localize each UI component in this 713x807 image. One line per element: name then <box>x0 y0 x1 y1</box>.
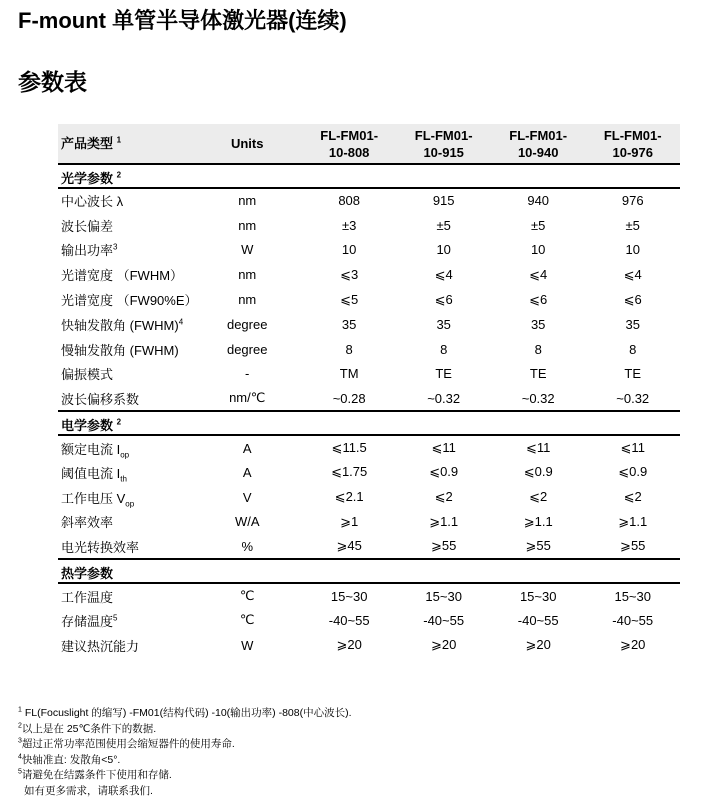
value-cell: 10 <box>436 242 451 258</box>
table-row <box>58 510 680 535</box>
unit-cell: nm <box>238 217 257 233</box>
header-units: Units <box>230 136 264 151</box>
value-cell: 35 <box>530 316 546 332</box>
page-title: F-mount 单管半导体激光器(连续) <box>18 8 347 33</box>
value-cell: ⩽2.1 <box>334 489 364 505</box>
value-cell: TE <box>529 366 547 382</box>
value-cell: ⩽2 <box>623 489 642 505</box>
value-cell: -40~55 <box>517 612 559 628</box>
section-heading: 热学参数 <box>58 559 680 583</box>
param-cell: 波长偏移系数 <box>61 391 140 407</box>
header-model-2: FL-FM01- 10-915 <box>414 127 473 160</box>
unit-cell: degree <box>226 341 268 357</box>
param-cell: 工作温度 <box>61 589 114 605</box>
table-row <box>58 435 680 460</box>
footnote: $^5$请避免在结露条件下使用和存储. <box>18 768 172 781</box>
param-cell: 电光转换效率 <box>61 539 140 555</box>
value-cell: 15~30 <box>519 588 557 604</box>
value-cell: 15~30 <box>330 588 368 604</box>
value-cell: ⩽0.9 <box>618 464 648 480</box>
value-cell: 8 <box>440 341 448 357</box>
value-cell: 976 <box>621 193 644 209</box>
value-cell: ⩽6 <box>434 291 453 307</box>
value-cell: 35 <box>436 316 451 332</box>
table-row <box>58 238 680 263</box>
unit-cell: nm <box>238 267 257 283</box>
value-cell: ±5 <box>625 217 640 233</box>
table-row <box>58 337 680 362</box>
param-cell: 建议热沉能力 <box>61 638 140 654</box>
value-cell: ⩽11 <box>431 440 456 456</box>
value-cell: 808 <box>338 193 361 209</box>
param-cell: 额定电流 $I_{op}$ <box>61 441 130 460</box>
value-cell: ⩾20 <box>525 637 551 653</box>
param-cell: 工作电压 $V_{op}$ <box>61 490 135 509</box>
table-row <box>58 188 680 213</box>
section-heading: 光学参数 $^2$ <box>58 164 680 188</box>
unit-cell: - <box>245 366 250 382</box>
footnote: $^4$快轴准直: 发散角<5°. <box>18 753 121 766</box>
table-row <box>58 362 680 387</box>
value-cell: ⩾55 <box>620 538 646 554</box>
header-model-1: FL-FM01- 10-808 <box>320 127 379 160</box>
value-cell: TE <box>435 366 452 382</box>
value-cell: ⩾55 <box>525 538 551 554</box>
value-cell: ⩽6 <box>623 291 642 307</box>
value-cell: ⩽6 <box>529 291 548 307</box>
value-cell: -40~55 <box>328 612 370 628</box>
footnote: $^2$以上是在 25℃条件下的数据. <box>18 722 157 735</box>
table-row <box>58 312 680 337</box>
param-cell: 光谱宽度 （FW90%E） <box>61 293 198 309</box>
value-cell: 35 <box>625 316 640 332</box>
unit-cell: W/A <box>234 514 260 530</box>
table-header-row <box>58 124 680 164</box>
param-cell: 偏振模式 <box>61 367 114 383</box>
value-cell: ⩽1.75 <box>331 464 368 480</box>
value-cell: ⩽2 <box>434 489 453 505</box>
unit-cell: degree <box>226 316 268 332</box>
unit-cell: % <box>241 538 253 554</box>
value-cell: 10 <box>530 242 546 258</box>
value-cell: 940 <box>527 193 550 209</box>
param-cell: 慢轴发散角 (FWHM) <box>61 342 179 358</box>
param-cell: 中心波长 λ <box>61 194 124 210</box>
value-cell: ⩾45 <box>336 538 362 554</box>
value-cell: ±5 <box>436 217 451 233</box>
footnotes <box>18 706 352 799</box>
value-cell: ⩾55 <box>431 538 457 554</box>
param-cell: 光谱宽度 （FWHM） <box>61 268 184 284</box>
table-row <box>58 386 680 411</box>
value-cell: -40~55 <box>423 612 465 628</box>
value-cell: 10 <box>625 242 640 258</box>
unit-cell: ℃ <box>239 612 255 628</box>
value-cell: ⩾20 <box>620 637 646 653</box>
table-row <box>58 213 680 238</box>
table-row <box>58 262 680 287</box>
value-cell: TM <box>339 366 359 382</box>
value-cell: TE <box>624 366 642 382</box>
value-cell: ±5 <box>531 217 546 233</box>
unit-cell: ℃ <box>239 588 255 604</box>
param-cell: 输出功率$^3$ <box>61 243 118 259</box>
unit-cell: nm/℃ <box>229 390 266 406</box>
table-row <box>58 485 680 510</box>
section-header-row <box>58 559 680 583</box>
value-cell: ~0.32 <box>521 390 555 406</box>
value-cell: 8 <box>534 341 542 357</box>
value-cell: ~0.28 <box>332 390 366 406</box>
header-model-3: FL-FM01- 10-940 <box>509 127 568 160</box>
contact-note: 如有更多需求，请联系我们. <box>24 784 153 797</box>
table-row <box>58 633 680 658</box>
header-param: 产品类型 $^1$ <box>61 135 122 151</box>
unit-cell: W <box>241 637 254 653</box>
value-cell: ⩾20 <box>336 637 362 653</box>
unit-cell: nm <box>238 292 257 308</box>
param-cell: 波长偏差 <box>61 218 114 234</box>
value-cell: ⩽2 <box>529 489 548 505</box>
unit-cell: W <box>241 242 254 258</box>
value-cell: 8 <box>345 341 353 357</box>
unit-cell: nm <box>238 193 257 209</box>
value-cell: ⩽11 <box>620 440 645 456</box>
table-row <box>58 583 680 608</box>
value-cell: ⩽11 <box>526 440 551 456</box>
spec-table <box>58 124 680 658</box>
value-cell: -40~55 <box>612 612 654 628</box>
unit-cell: A <box>242 464 252 480</box>
value-cell: ⩽0.9 <box>429 464 459 480</box>
footnote: $^3$超过正常功率范围使用会缩短器件的使用寿命. <box>18 737 235 750</box>
value-cell: ⩽11.5 <box>331 440 367 456</box>
value-cell: 8 <box>629 341 637 357</box>
section-title: 参数表 <box>18 69 87 95</box>
value-cell: ⩽5 <box>340 291 359 307</box>
value-cell: ⩾20 <box>431 637 457 653</box>
value-cell: 15~30 <box>425 588 462 604</box>
value-cell: ~0.32 <box>616 390 650 406</box>
value-cell: 10 <box>341 242 357 258</box>
value-cell: ⩾1 <box>340 513 359 529</box>
value-cell: 15~30 <box>614 588 651 604</box>
param-cell: 阈值电流 $I_{th}$ <box>61 465 127 484</box>
unit-cell: A <box>242 440 252 456</box>
param-cell: 快轴发散角 (FWHM)$^4$ <box>61 317 184 333</box>
value-cell: ⩽4 <box>623 266 642 282</box>
table-row <box>58 608 680 633</box>
table-row <box>58 287 680 312</box>
value-cell: ⩾1.1 <box>618 513 648 529</box>
param-cell: 斜率效率 <box>61 515 114 531</box>
section-heading: 电学参数 $^2$ <box>58 411 680 435</box>
header-model-4: FL-FM01- 10-976 <box>603 127 662 160</box>
value-cell: ⩽4 <box>434 266 453 282</box>
value-cell: ±3 <box>341 217 357 233</box>
value-cell: 35 <box>341 316 357 332</box>
table-row <box>58 534 680 559</box>
param-cell: 存储温度$^5$ <box>61 613 118 629</box>
value-cell: ⩽3 <box>340 266 359 282</box>
value-cell: 915 <box>432 193 455 209</box>
value-cell: ⩽4 <box>529 266 548 282</box>
table-row <box>58 460 680 485</box>
section-header-row <box>58 411 680 435</box>
value-cell: ⩾1.1 <box>429 513 459 529</box>
unit-cell: V <box>242 489 252 505</box>
value-cell: ~0.32 <box>427 390 461 406</box>
section-header-row <box>58 164 680 188</box>
footnote: $^1$ FL(Focuslight 的缩写) -FM01(结构代码) -10(输出功率) -808(中心波长). <box>18 706 352 719</box>
value-cell: ⩾1.1 <box>523 513 553 529</box>
value-cell: ⩽0.9 <box>523 464 553 480</box>
